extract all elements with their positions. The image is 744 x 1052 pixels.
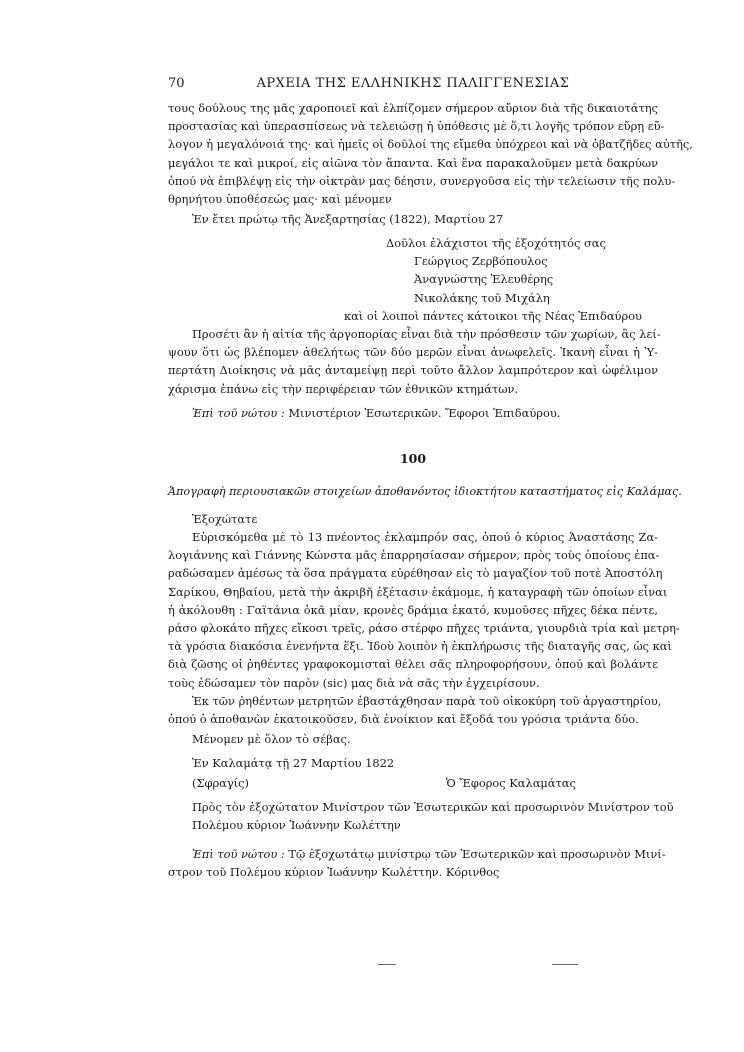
- doc99-signatures: [168, 234, 658, 325]
- page-number: 70: [168, 76, 185, 91]
- doc100-body2-line: Ἐκ τῶν ῥηθέντων μετρητῶν ἐβαστάχθησαν παρὰ τοῦ οἰκοκύρη τοῦ ἀργαστηρίου,: [192, 694, 662, 708]
- endorsement-text: Μινιστέριον Ἐσωτερικῶν. Ἔφοροι Ἐπιδαύρου.: [288, 406, 561, 420]
- doc99-endorsement: [192, 404, 682, 422]
- doc99-body-line: μεγάλοι τε καὶ μικροί, εἰς αἰῶνα τὸν ἅπαντα. Καὶ ἕνα παρακαλοῦμεν μετὰ δακρύων: [168, 155, 658, 170]
- doc100-body-line: Σαρίκου, Θηβαίου, μετὰ τὴν ἀκριβῆ ἐξέτασιν ἐκάμομε, ἡ καταγραφὴ τῶν ὁποίων εἶναι: [168, 584, 668, 599]
- document-number: 100: [399, 451, 427, 466]
- doc100-body: [168, 528, 680, 692]
- doc100-body-line: λογιάννης καὶ Γιάννης Κώνστα μᾶς ἐπαρρησίασαν σήμερον, πρὸς τοὺς ὁποίους ἐπα-: [168, 548, 660, 563]
- postscript-line: χάρισμα ἐπάνω εἰς τὴν περιφέρειαν τῶν ἐθνικῶν κτημάτων.: [168, 381, 519, 396]
- doc99-body-line: τους δούλους της μᾶς χαροποιεῖ καὶ ἐλπίζομεν σήμερον αὔριον διὰ τῆς δικαιοτάτης: [168, 101, 658, 115]
- doc100-body2-line: ὁπού ὁ ἀποθανὼν ἐκατοικοῦσεν, διὰ ἐνοίκιον καὶ ἔξοδά του γρόσια τριάντα δύο.: [168, 712, 639, 727]
- postscript-line: ψουν ὅτι ὡς βλέπομεν ἀθελήτως τῶν δύο μερῶν εἶναι ἀνωφελεῖς. Ἱκανὴ εἶναι ἡ Ὑ-: [168, 345, 658, 360]
- doc100-body-line: ἡ ἀκόλουθη : Γαϊτάνια ὀκᾶ μίαν, κρονὲς δράμια ἑκατό, κυμοῦσες πῆχες δέκα πέντε,: [168, 602, 658, 617]
- address: [192, 798, 674, 834]
- salutation: Ἐξοχώτατε: [192, 512, 258, 526]
- signature-line: Γεώργιος Ζερβόπουλος: [414, 254, 548, 269]
- scan-mark: [552, 964, 578, 965]
- closing: Μένομεν μὲ ὅλον τὸ σέβας.: [192, 732, 351, 746]
- doc100-body-line: ράσο φλοκάτο πῆχες εἴκοσι τρεῖς, ράσο στέρφο πῆχες τριάντα, γιουρδιὰ τρία καὶ μετρη-: [168, 621, 680, 636]
- doc100-body-line: διὰ ζῶσης οἱ ῥηθέντες γραφοκομισταὶ θέλει σᾶς πληροφορήσουν, ὁπού καὶ βολάντε: [168, 657, 658, 672]
- doc100-body-line: τοὺς ἐδώσαμεν τὸν παρὸν (sic) μας διὰ νὰ σᾶς τὴν ἐγχειρίσουν.: [168, 675, 540, 690]
- doc100-endorsement: [192, 845, 666, 863]
- endorsement-line: στρον τοῦ Πολέμου κύριον Ἰωάννην Κωλέττην. Κόρινθος: [168, 865, 500, 879]
- doc99-body: [168, 99, 693, 208]
- signer: Ὁ Ἔφορος Καλαμάτας: [446, 776, 576, 790]
- postscript-line: Προσέτι ἂν ἡ αἰτία τῆς ἀργοπορίας εἶναι διὰ τὴν πρόσθεσιν τῶν χωρίων, ἂς λεί-: [192, 327, 661, 341]
- scan-mark: [378, 964, 396, 965]
- endorsement-label: Ἐπὶ τοῦ νώτου :: [192, 847, 285, 861]
- doc100-body-line: ραδώσαμεν ἀμέσως τὰ ὅσα πράγματα εὑρέθησαν εἰς τὸ μαγαζίον τοῦ ποτὲ Ἀποστόλη: [168, 566, 663, 581]
- doc99-body-line: θρηνήτου ὑποθέσεώς μας· καὶ μένομεν: [168, 192, 392, 207]
- running-header: [168, 76, 658, 96]
- address-line: Πρὸς τὸν ἐξοχώτατον Μινίστρον τῶν Ἐσωτερικῶν καὶ προσωρινὸν Μινίστρον τοῦ: [192, 800, 674, 814]
- signature-line: Νικολάκης τοῦ Μιχάλη: [414, 290, 550, 305]
- signature-line: Ἀναγνώστης Ἐλευθέρης: [414, 272, 554, 287]
- document-heading: Ἀπογραφὴ περιουσιακῶν στοιχείων ἀποθανόντος ἰδιοκτήτου καταστήματος εἰς Καλάμας.: [168, 485, 682, 498]
- postscript-line: περτάτη Διοίκησις νὰ μᾶς ἀνταμείψῃ περὶ τοῦτο ἄλλον λαμπρότερον καὶ ὠφέλιμον: [168, 363, 658, 378]
- seal: (Σφραγίς): [192, 776, 249, 790]
- doc99-body-line: προστασίας καὶ ὑπερασπίσεως νὰ τελειώσῃ ἡ ὑπόθεσις μὲ ὅ,τι λογῆς τρόπον εὕρῃ εὔ-: [168, 119, 665, 134]
- doc100-dateline: Ἐν Καλαμάτᾳ τῇ 27 Μαρτίου 1822: [192, 756, 395, 770]
- doc99-postscript: [168, 325, 661, 398]
- endorsement-line: Τῷ ἐξοχωτάτῳ μινίστρῳ τῶν Ἐσωτερικῶν καὶ προσωρινὸν Μινί-: [288, 847, 666, 861]
- doc99-body-line: λογον ἡ μεγαλόνοιά της· καὶ ἡμεῖς οἱ δοῦλοί της εἴμεθα ὑπόχρεοι καὶ νὰ ὁβατζῆδες αὐτῆς,: [168, 137, 693, 152]
- signature-line: καὶ οἱ λοιποὶ πάντες κάτοικοι τῆς Νέας Ἐπιδαύρου: [344, 308, 642, 323]
- signature-line: Δοῦλοι ἐλάχιστοι τῆς ἐξοχότητός σας: [386, 236, 606, 250]
- address-line: Πολέμου κύριον Ἰωάννην Κωλέττην: [192, 818, 401, 833]
- doc100-body2: [168, 692, 662, 728]
- endorsement-label: Ἐπὶ τοῦ νώτου :: [192, 406, 285, 420]
- doc100-body-line: Εὑρισκόμεθα μὲ τὸ 13 πνέοντος ἐκλαμπρόν σας, ὁπού ὁ κύριος Ἀναστάσης Ζα-: [192, 530, 658, 544]
- seal-signer-row: [192, 774, 658, 792]
- doc99-body-line: ὁπού νὰ ἐπιβλέψῃ εἰς τὴν οἰκτρὰν μας δέησιν, συνεργοῦσα εἰς τὴν τελείωσιν τῆς πολυ-: [168, 173, 676, 188]
- doc100-body-line: τὰ γρόσια διακόσια ἐνενήντα ἕξι. Ἰδοὺ λοιπὸν ἡ ἐκπλήρωσις τῆς διαταγῆς σας, ὡς καὶ: [168, 639, 672, 654]
- doc99-dateline: Ἐν ἔτει πρώτῳ τῆς Ἀνεξαρτησίας (1822), Μαρτίου 27: [192, 212, 504, 226]
- running-title: ΑΡΧΕΙΑ ΤΗΣ ΕΛΛΗΝΙΚΗΣ ΠΑΛΙΓΓΕΝΕΣΙΑΣ: [256, 76, 570, 91]
